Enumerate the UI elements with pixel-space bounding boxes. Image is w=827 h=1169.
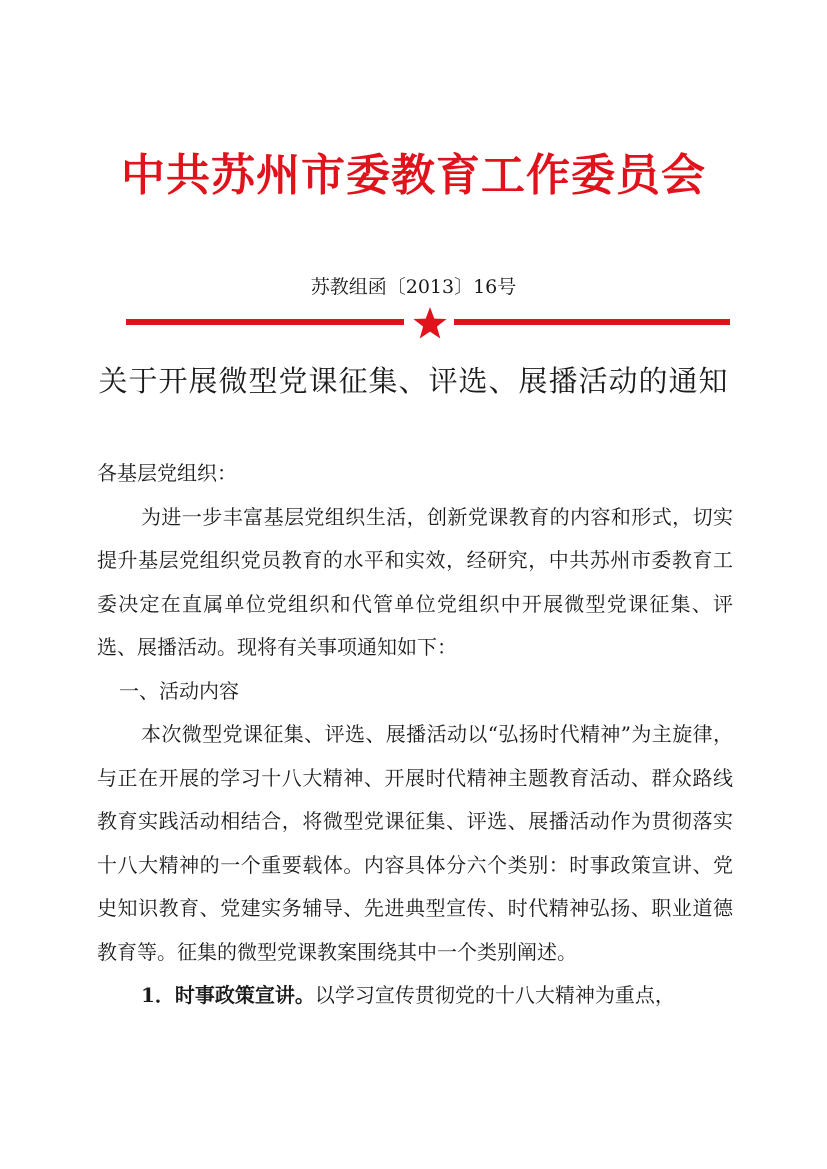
divider-bar-right (454, 319, 730, 325)
org-title: 中共苏州市委教育工作委员会 (121, 150, 706, 201)
item-label: 1．时事政策宣讲。 (141, 983, 315, 1007)
salutation: 各基层党组织： (97, 461, 237, 485)
notice-title: 关于开展微型党课征集、评选、展播活动的通知 (98, 364, 729, 398)
item-paragraph (97, 974, 733, 1018)
star-shape (413, 307, 446, 339)
section-heading: 一、活动内容 (119, 678, 239, 703)
red-divider (126, 306, 730, 346)
divider-bar-left (126, 319, 404, 325)
notice-body (97, 452, 733, 1018)
star-icon (412, 306, 448, 342)
document-number: 苏教组函〔2013〕16号 (310, 276, 517, 298)
item-text: 以学习宣传贯彻党的十八大精神为重点， (314, 983, 675, 1007)
intro-paragraph: 为进一步丰富基层党组织生活，创新党课教育的内容和形式，切实提升基层党组织党员教育的水平和实效，经研究，中共苏州市委教育工委决定在直属单位党组织和代管单位党组织中开展微型党课征集、评选、展播活动。现将有关事项通知如下： (97, 504, 733, 659)
section-paragraph: 本次微型党课征集、评选、展播活动以“弘扬时代精神”为主旋律，与正在开展的学习十八大精神、开展时代精神主题教育活动、群众路线教育实践活动相结合，将微型党课征集、评选、展播活动作为贯彻落实十八大精神的一个重要载体。内容具体分六个类别：时事政策宣讲、党史知识教育、党建实务辅导、先进典型宣传、时代精神弘扬、职业道德教育等。征集的微型党课教案围绕其中一个类别阐述。 (97, 722, 733, 964)
